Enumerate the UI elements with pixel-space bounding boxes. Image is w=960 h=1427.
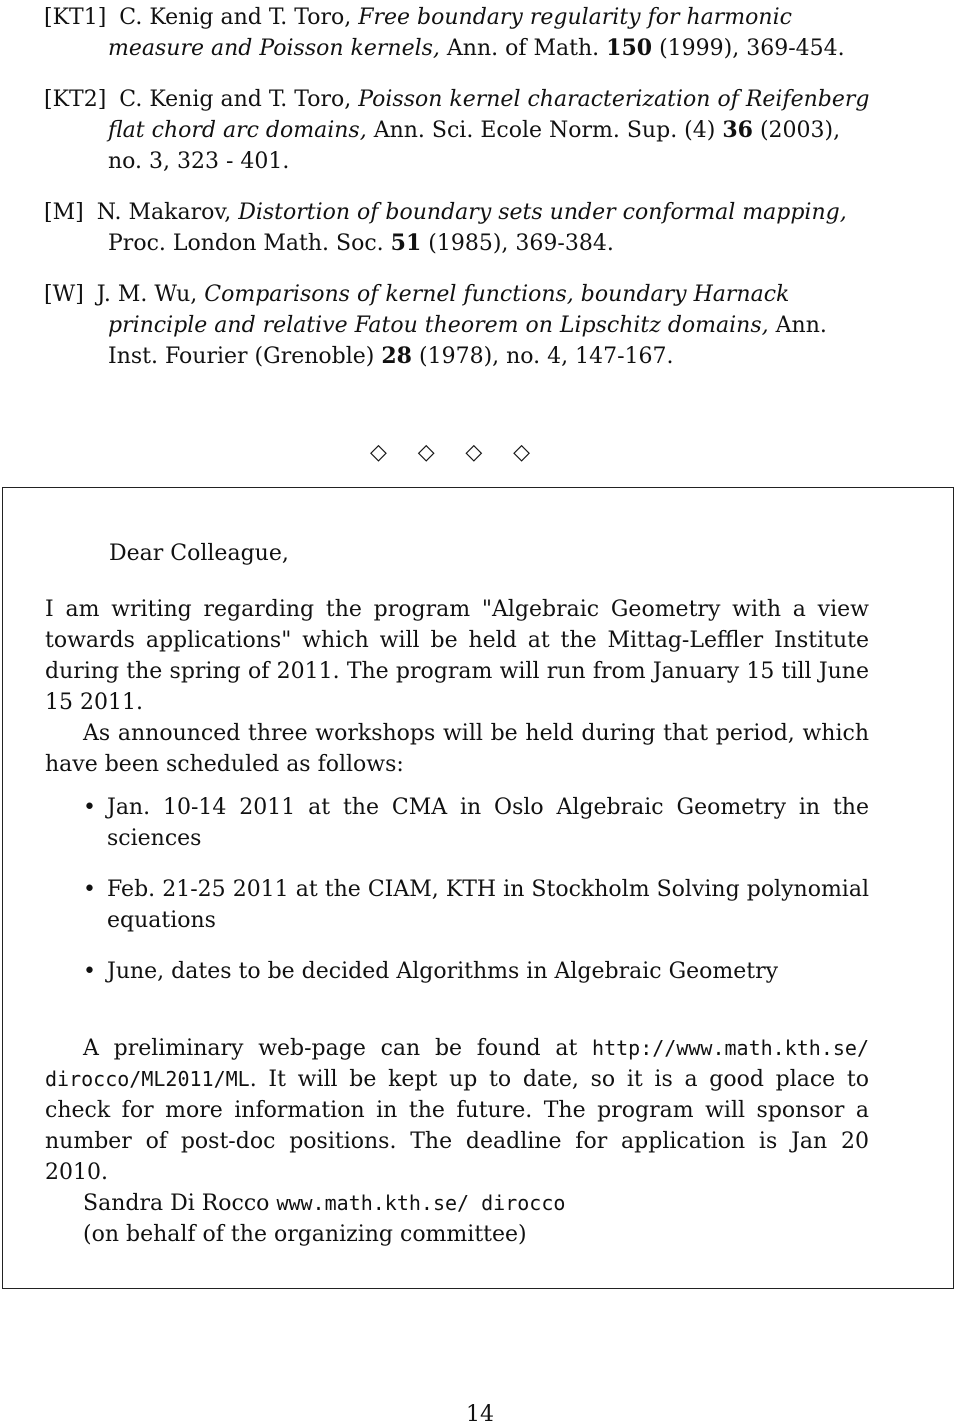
reference-volume: 36 xyxy=(722,117,753,143)
signature-line xyxy=(83,1188,883,1219)
webpage-link[interactable]: http://www.math.kth.se/ dirocco/ML2011/ML xyxy=(45,1036,869,1091)
reference-authors: J. M. Wu, xyxy=(96,282,198,307)
section-separator xyxy=(370,440,530,465)
letter-webpage-paragraph xyxy=(45,1033,869,1188)
workshop-list xyxy=(45,792,869,1007)
signer-link[interactable]: www.math.kth.se/ dirocco xyxy=(276,1191,566,1215)
reference-title: Distortion of boundary sets under conformal mapping, xyxy=(238,200,847,225)
list-item xyxy=(45,792,869,854)
diamond-icon: ◇ xyxy=(417,440,435,465)
on-behalf-line: (on behalf of the organizing committee) xyxy=(83,1222,527,1247)
bullet-icon: • xyxy=(83,795,96,820)
diamond-icon: ◇ xyxy=(370,440,387,465)
reference-details: (1978), no. 4, 147-167. xyxy=(419,344,674,369)
letter-announce: As announced three workshops will be held during that period, which have been scheduled as follows: xyxy=(45,721,869,777)
reference-details: (1985), 369-384. xyxy=(428,231,614,256)
bullet-icon: • xyxy=(83,959,96,984)
letter-box xyxy=(2,487,954,1289)
webpage-lead: A preliminary web-page can be found at xyxy=(83,1036,578,1061)
reference-title: Free boundary regularity for harmonic measure and Poisson kernels, xyxy=(108,5,792,61)
reference-authors: N. Makarov, xyxy=(96,200,232,225)
reference-kt2 xyxy=(44,84,874,177)
reference-w xyxy=(44,279,874,372)
reference-volume: 51 xyxy=(390,230,422,256)
reference-key: [W] xyxy=(44,282,84,307)
signer-name: Sandra Di Rocco xyxy=(83,1191,270,1216)
page-number: 14 xyxy=(466,1402,494,1427)
references-list xyxy=(44,0,874,392)
bullet-icon: • xyxy=(83,877,96,902)
workshop-text: Feb. 21-25 2011 at the CIAM, KTH in Stockholm Solving polynomial equations xyxy=(107,877,869,933)
workshop-text: Jan. 10-14 2011 at the CMA in Oslo Algebraic Geometry in the sciences xyxy=(107,795,869,851)
reference-authors: C. Kenig and T. Toro, xyxy=(119,5,352,30)
reference-key: [KT2] xyxy=(44,87,107,112)
list-item xyxy=(45,956,869,987)
reference-key: [M] xyxy=(44,200,84,225)
reference-journal: Ann. of Math. xyxy=(446,36,600,61)
reference-details: (2003), no. 3, 323 - 401. xyxy=(108,118,841,174)
reference-title: Poisson kernel characterization of Reifenberg flat chord arc domains, xyxy=(108,87,870,143)
reference-key: [KT1] xyxy=(44,5,107,30)
list-item xyxy=(45,874,869,936)
webpage-rest: . It will be kept up to date, so it is a good place to check for more information in the future. The program will sponsor a number of post-doc positions. The deadline for application is Jan 20 2010. xyxy=(45,1067,869,1185)
reference-journal: Ann. Inst. Fourier (Grenoble) xyxy=(108,313,827,369)
letter-greeting: Dear Colleague, xyxy=(109,541,289,566)
reference-title: Comparisons of kernel functions, boundary Harnack principle and relative Fatou theorem on Lipschitz domains, xyxy=(108,282,790,338)
diamond-icon: ◇ xyxy=(513,440,530,465)
reference-kt1 xyxy=(44,2,874,64)
workshop-text: June, dates to be decided Algorithms in Algebraic Geometry xyxy=(107,959,779,984)
diamond-icon: ◇ xyxy=(465,440,483,465)
reference-m xyxy=(44,197,874,259)
reference-details: (1999), 369-454. xyxy=(659,36,845,61)
reference-volume: 150 xyxy=(606,35,653,61)
letter-intro: I am writing regarding the program "Algebraic Geometry with a view towards applications" which will be held at the Mittag-Leffler Institute during the spring of 2011. The program will run from January 15 till June 15 2011. xyxy=(45,597,869,715)
reference-authors: C. Kenig and T. Toro, xyxy=(119,87,352,112)
reference-journal: Ann. Sci. Ecole Norm. Sup. (4) xyxy=(373,118,716,143)
reference-journal: Proc. London Math. Soc. xyxy=(108,231,384,256)
reference-volume: 28 xyxy=(381,343,412,369)
